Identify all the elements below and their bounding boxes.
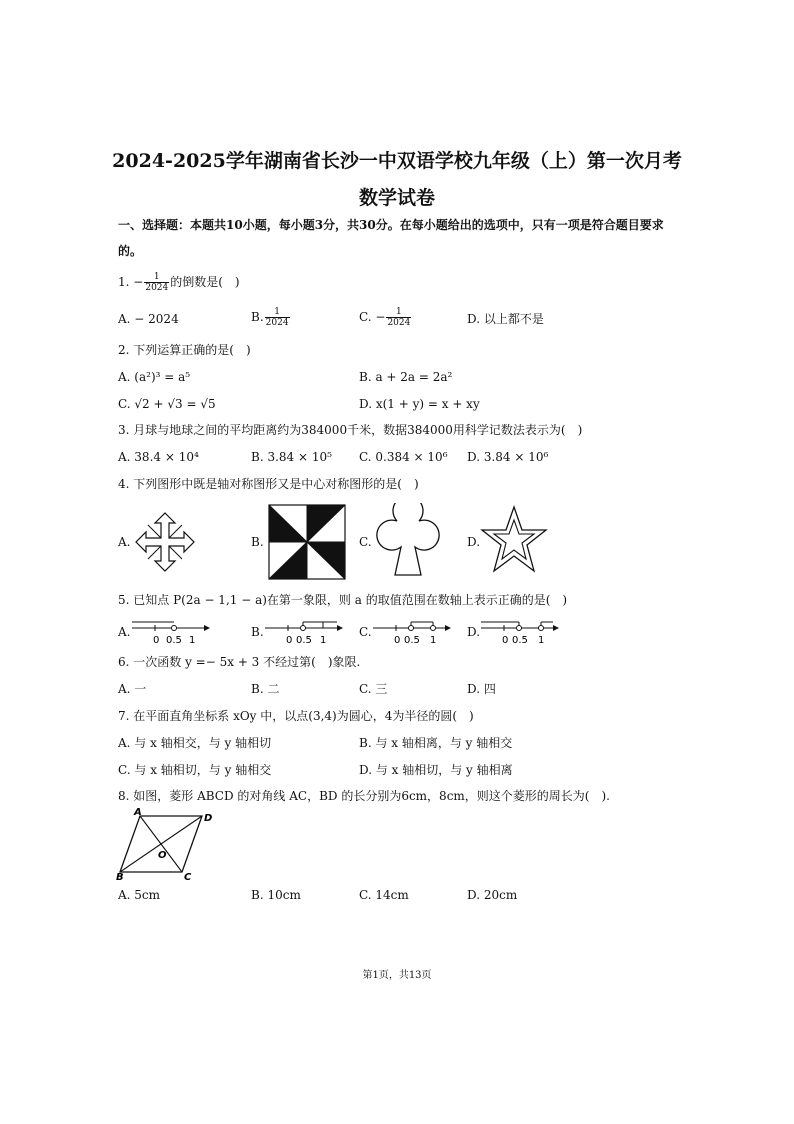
q2-option-c[interactable]: C. √2 + √3 = √5 <box>118 397 216 411</box>
q7-option-d[interactable]: D. 与 x 轴相切，与 y 轴相离 <box>359 763 513 777</box>
q6-option-b[interactable]: B. 二 <box>251 682 280 696</box>
q3-option-b[interactable]: B. 3.84 × 10⁵ <box>251 450 332 464</box>
tick-label-0-5: 0.5 <box>296 635 312 646</box>
number-line-a <box>130 614 210 646</box>
q5-option-b[interactable]: B. <box>251 625 264 639</box>
q7-option-c[interactable]: C. 与 x 轴相切，与 y 轴相交 <box>118 763 272 777</box>
number-line-d <box>479 614 559 646</box>
q7-option-a[interactable]: A. 与 x 轴相交，与 y 轴相切 <box>118 736 272 750</box>
center-label-o: O <box>158 850 167 861</box>
number-line-c <box>371 614 451 646</box>
tick-label-1: 1 <box>538 635 545 646</box>
question-5-stem: 5. 已知点 P(2a − 1,1 − a)在第一象限，则 a 的取值范围在数轴上表示正确的是( ) <box>118 593 568 607</box>
q1-option-b[interactable]: B. $\frac{1}{2024}$ <box>251 307 289 328</box>
question-3-stem: 3. 月球与地球之间的平均距离约为384000千米，数据384000用科学记数法表示为( ) <box>118 423 583 437</box>
q8-option-a[interactable]: A. 5cm <box>118 888 161 902</box>
question-1-stem: 1. − $\frac{1}{2024}$ 的倒数是( ) <box>118 272 240 293</box>
vertex-label-b: B <box>116 872 124 882</box>
tick-label-0: 0 <box>502 635 509 646</box>
q2-option-d[interactable]: D. x(1 + y) = x + xy <box>359 397 480 411</box>
q5-option-d[interactable]: D. <box>467 625 481 639</box>
tick-label-0-5: 0.5 <box>404 635 420 646</box>
q1-option-c[interactable]: C. − $\frac{1}{2024}$ <box>359 307 411 328</box>
pinwheel-figure <box>265 503 349 581</box>
question-8-stem: 8. 如图，菱形 ABCD 的对角线 AC，BD 的长分别为6cm，8cm，则这个菱形的周长为( ). <box>118 789 610 803</box>
q6-option-a[interactable]: A. 一 <box>118 682 147 696</box>
fraction: $\frac{1}{2024}$ <box>145 272 169 293</box>
question-4-stem: 4. 下列图形中既是轴对称图形又是中心对称图形的是( ) <box>118 477 419 491</box>
tick-label-1: 1 <box>189 635 196 646</box>
q1-option-a[interactable]: A. − 2024 <box>118 312 179 326</box>
star-figure <box>480 505 548 575</box>
q8-option-c[interactable]: C. 14cm <box>359 888 409 902</box>
tick-label-0: 0 <box>394 635 401 646</box>
section1-instructions: 一、选择题：本题共10小题，每小题3分，共30分。在每小题给出的选项中，只有一项是符合题目要求 <box>118 218 664 232</box>
vertex-label-c: C <box>184 872 192 882</box>
tick-label-1: 1 <box>430 635 437 646</box>
four-arrows-figure <box>134 511 196 573</box>
tick-label-1: 1 <box>320 635 327 646</box>
club-figure <box>375 503 441 579</box>
question-2-stem: 2. 下列运算正确的是( ) <box>118 343 251 357</box>
q3-option-c[interactable]: C. 0.384 × 10⁶ <box>359 450 448 464</box>
q8-option-b[interactable]: B. 10cm <box>251 888 301 902</box>
tick-label-0-5: 0.5 <box>512 635 528 646</box>
page-footer: 第1页，共13页 <box>362 970 432 981</box>
q5-option-a[interactable]: A. <box>118 625 131 639</box>
q1-option-d[interactable]: D. 以上都不是 <box>467 312 544 326</box>
q7-option-b[interactable]: B. 与 x 轴相离，与 y 轴相交 <box>359 736 513 750</box>
q4-option-a[interactable]: A. <box>118 535 131 549</box>
tick-label-0-5: 0.5 <box>166 635 182 646</box>
exam-title-line2: 数学试卷 <box>358 187 435 209</box>
q6-option-c[interactable]: C. 三 <box>359 682 388 696</box>
vertex-label-d: D <box>204 813 213 824</box>
tick-label-0: 0 <box>153 635 160 646</box>
section1-instructions-cont: 的。 <box>118 244 143 258</box>
q2-option-a[interactable]: A. (a²)³ = a⁵ <box>118 370 191 384</box>
q2-option-b[interactable]: B. a + 2a = 2a² <box>359 370 453 384</box>
exam-title-line1: 2024-2025学年湖南省长沙一中双语学校九年级（上）第一次月考 <box>112 150 682 172</box>
q3-option-a[interactable]: A. 38.4 × 10⁴ <box>118 450 199 464</box>
tick-label-0: 0 <box>286 635 293 646</box>
question-7-stem: 7. 在平面直角坐标系 xOy 中，以点(3,4)为圆心，4为半径的圆( ) <box>118 709 474 723</box>
number-line-b <box>263 614 343 646</box>
rhombus-figure <box>114 806 218 882</box>
q4-option-b[interactable]: B. <box>251 535 264 549</box>
q5-option-c[interactable]: C. <box>359 625 372 639</box>
vertex-label-a: A <box>134 807 142 818</box>
q4-option-c[interactable]: C. <box>359 535 372 549</box>
question-6-stem: 6. 一次函数 y =− 5x + 3 不经过第( )象限. <box>118 655 361 669</box>
q6-option-d[interactable]: D. 四 <box>467 682 496 696</box>
q4-option-d[interactable]: D. <box>467 535 481 549</box>
q3-option-d[interactable]: D. 3.84 × 10⁶ <box>467 450 549 464</box>
q8-option-d[interactable]: D. 20cm <box>467 888 518 902</box>
